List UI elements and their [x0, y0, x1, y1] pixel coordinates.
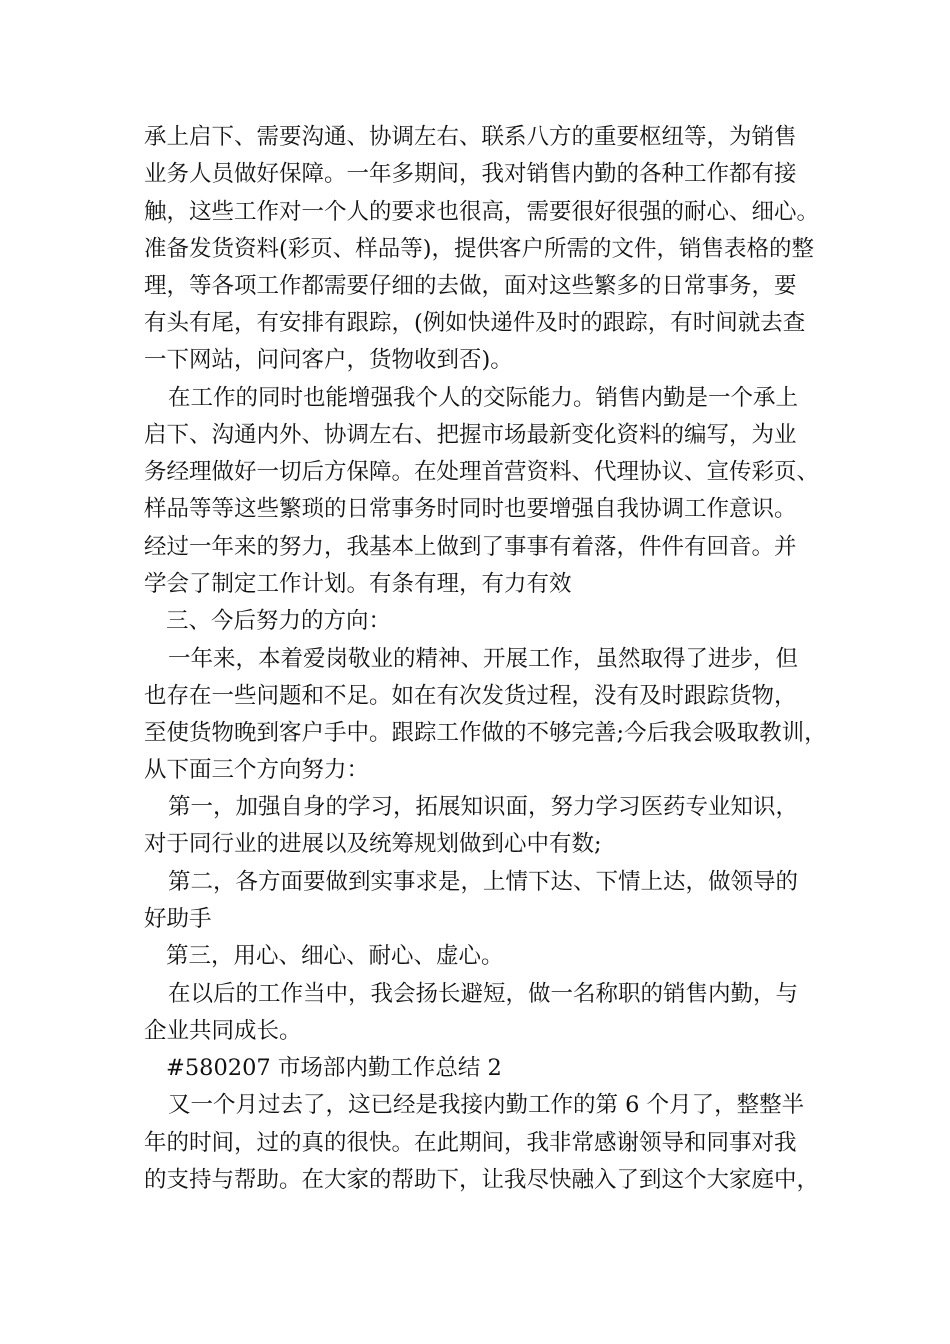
text-line: 承上启下、需要沟通、协调左右、联系八方的重要枢纽等，为销售	[144, 124, 797, 150]
text-line: 样品等等这些繁琐的日常事务时同时也要增强自我协调工作意识。	[144, 496, 797, 522]
text-line: 务经理做好一切后方保障。在处理首营资料、代理协议、宣传彩页、	[144, 459, 820, 485]
text-line: 理，等各项工作都需要仔细的去做，面对这些繁多的日常事务，要	[144, 273, 797, 299]
paragraph-first-line: 在工作的同时也能增强我个人的交际能力。销售内勤是一个承上	[168, 385, 799, 411]
paragraph-first-line: 第一，加强自身的学习，拓展知识面，努力学习医药专业知识，	[168, 794, 799, 820]
text-line: 业务人员做好保障。一年多期间，我对销售内勤的各种工作都有接	[144, 161, 797, 187]
text-line: 有头有尾，有安排有跟踪，(例如快递件及时的跟踪，有时间就去查	[144, 310, 806, 336]
text-line: 从下面三个方向努力：	[144, 757, 370, 783]
text-line: 好助手	[144, 906, 212, 932]
text-line: 学会了制定工作计划。有条有理，有力有效	[144, 571, 572, 597]
text-line: 企业共同成长。	[144, 1018, 302, 1044]
text-line: 启下、沟通内外、协调左右、把握市场最新变化资料的编写，为业	[144, 422, 797, 448]
text-line: 准备发货资料(彩页、样品等)，提供客户所需的文件，销售表格的整	[144, 236, 815, 262]
text-line: 的支持与帮助。在大家的帮助下，让我尽快融入了到这个大家庭中，	[144, 1167, 820, 1193]
text-line: 对于同行业的进展以及统筹规划做到心中有数;	[144, 831, 602, 857]
section-heading: 三、今后努力的方向：	[166, 608, 392, 634]
text-line: 一下网站，问问客户，货物收到否)。	[144, 347, 513, 373]
paragraph-first-line: 又一个月过去了，这已经是我接内勤工作的第 6 个月了，整整半	[168, 1092, 805, 1118]
paragraph-first-line: 第二，各方面要做到实事求是，上情下达、下情上达，做领导的	[168, 869, 799, 895]
text-line: 至使货物晚到客户手中。跟踪工作做的不够完善;今后我会吸取教训，	[144, 720, 827, 746]
paragraph-first-line: 一年来，本着爱岗敬业的精神、开展工作，虽然取得了进步，但	[168, 646, 799, 672]
document-heading: #580207 市场部内勤工作总结 2	[166, 1055, 502, 1081]
text-line: 也存在一些问题和不足。如在有次发货过程，没有及时跟踪货物，	[144, 683, 797, 709]
text-line: 触，这些工作对一个人的要求也很高，需要很好很强的耐心、细心。	[144, 199, 820, 225]
text-line: 经过一年来的努力，我基本上做到了事事有着落，件件有回音。并	[144, 534, 797, 560]
text-line: 年的时间，过的真的很快。在此期间，我非常感谢领导和同事对我	[144, 1130, 797, 1156]
paragraph-first-line: 第三，用心、细心、耐心、虚心。	[166, 943, 504, 969]
paragraph-first-line: 在以后的工作当中，我会扬长避短，做一名称职的销售内勤，与	[168, 981, 799, 1007]
